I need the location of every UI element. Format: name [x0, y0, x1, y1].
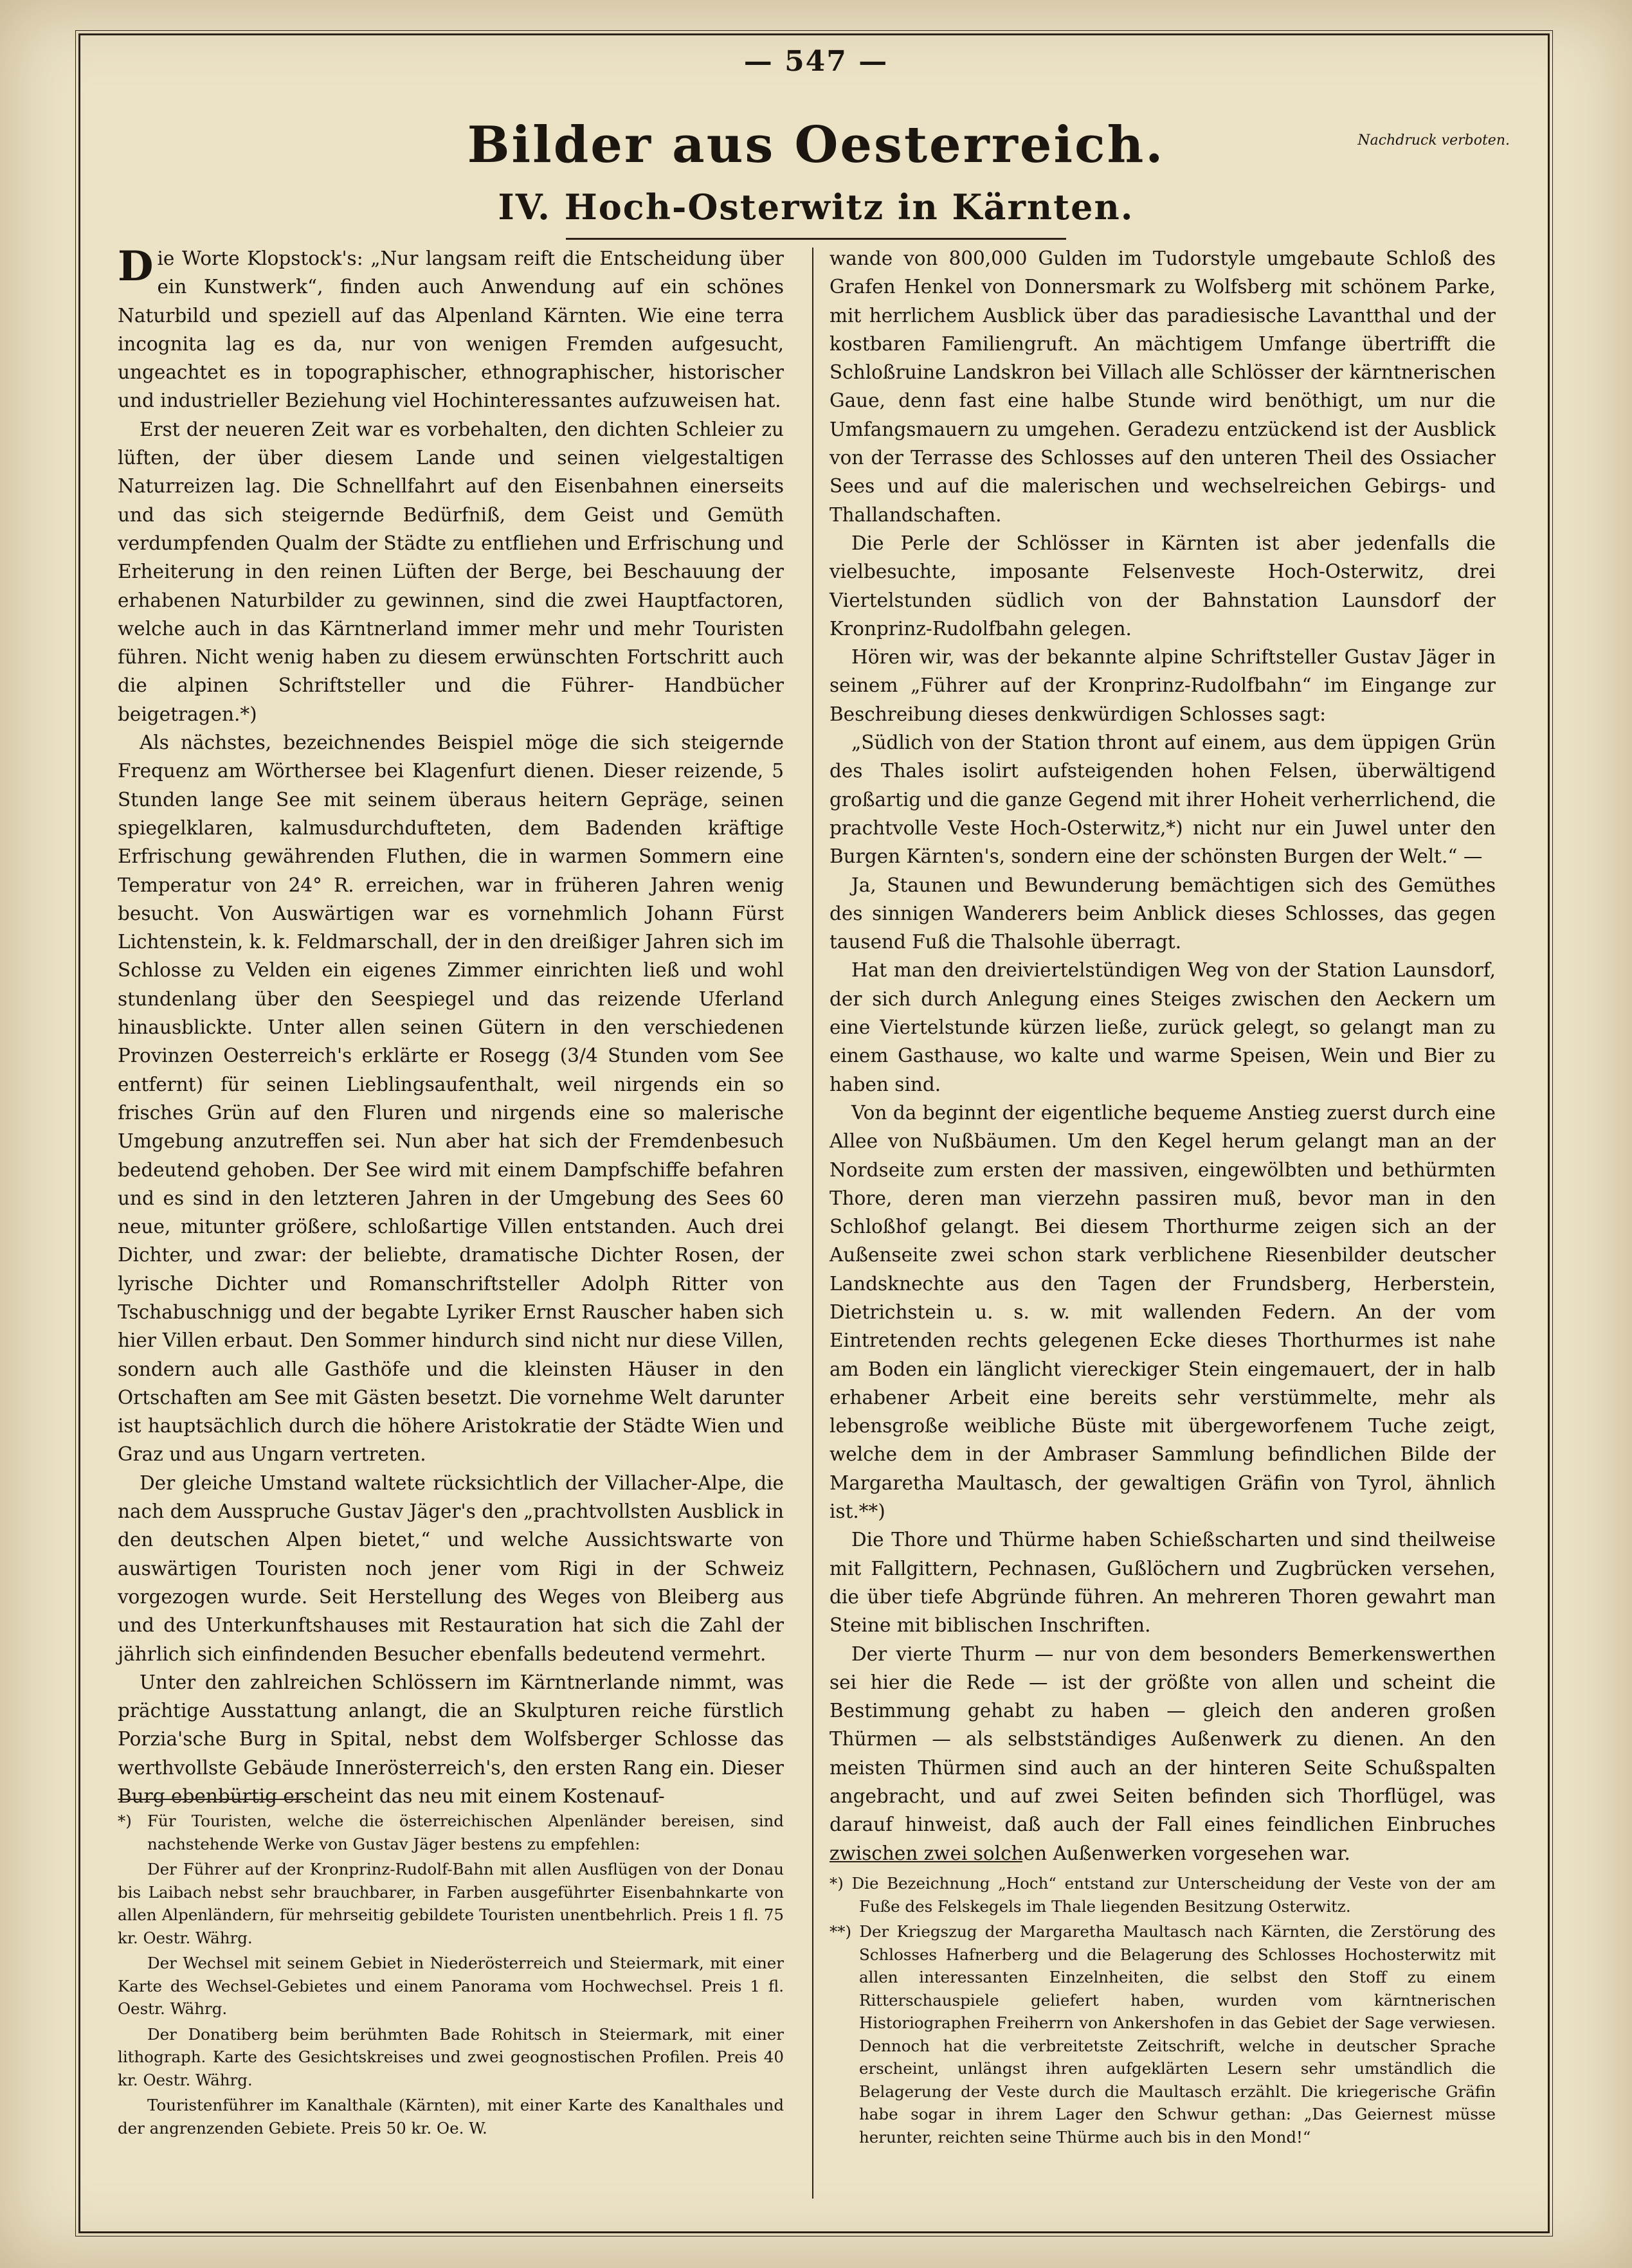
paragraph: wande von 800,000 Gulden im Tudorstyle umgebaute Schloß des Grafen Henkel von Donnersmark zu Wolfsberg mit schönem Parke, mit herrlichem Ausblick über das paradiesische Lavantthal und der kostbaren Familiengruft. An mächtigem Umfange übertrifft die Schloßruine Landskron bei Villach alle Schlösser der kärntnerischen Gaue, denn fast eine halbe Stunde wird benöthigt, um nur die Umfangsmauern zu umgehen. Geradezu entzückend ist der Ausblick von der Terrasse des Schlosses auf den unteren Theil des Ossiacher Sees und auf die malerischen und wechselreichen Gebirgs- und Thallandschaften. [830, 248, 1496, 526]
paragraph: Die Thore und Thürme haben Schießscharten und sind theilweise mit Fallgittern, Pechnasen, Gußlöchern und Zugbrücken versehen, die über tiefe Abgründe führen. An mehreren Thoren gewahrt man Steine mit biblischen Inschriften. [830, 1529, 1496, 1637]
footnote-entry: Der Donatiberg beim berühmten Bade Rohitsch in Steiermark, mit einer lithograph. Karte des Gesichtskreises und zwei geognostischen Profilen. Preis 40 kr. Oestr. Währg. [118, 2024, 784, 2089]
footnote: *) Für Touristen, welche die österreichischen Alpenländer bereisen, sind nachstehende Werke von Gustav Jäger bestens zu empfehlen: [118, 1812, 784, 1853]
paragraph: Hat man den dreiviertelstündigen Weg von der Station Launsdorf, der sich durch Anlegung eines Steiges zwischen den Aeckern um eine Viertelstunde kürzen ließe, zurück gelegt, so gelangt man zu einem Gasthause, wo kalte und warme Speisen, Wein und Bier zu haben sind. [830, 959, 1496, 1095]
paragraph: Hören wir, was der bekannte alpine Schriftsteller Gustav Jäger in seinem „Führer auf der Kronprinz-Rudolfbahn“ im Eingange zur Beschreibung dieses denkwürdigen Schlosses sagt: [830, 646, 1496, 725]
paragraph: Als nächstes, bezeichnendes Beispiel möge die sich steigernde Frequenz am Wörthersee bei Klagenfurt dienen. Dieser reizende, 5 Stunden lange See mit seinem überaus heitern Gepräge, seinen spiegelklaren, kalmusdurchdufteten, dem Badenden kräftige Erfrischung gewährenden Fluthen, die in warmen Sommern eine Temperatur von 24° R. erreichen, war in früheren Jahren wenig besucht. Von Auswärtigen war es vornehmlich Johann Fürst Lichtenstein, k. k. Feldmarschall, der in den dreißiger Jahren sich im Schlosse zu Velden ein eigenes Zimmer einrichten ließ und wohl stundenlang über den Seespiegel und das reizende Uferland hinausblickte. Unter allen seinen Gütern in den verschiedenen Provinzen Oesterreich's erklärte er Rosegg (3/4 Stunden vom See entfernt) für seinen Lieblingsaufenthalt, weil nirgends ein so frisches Grün auf den Fluren und nirgends eine so malerische Umgebung anzutreffen sei. Nun aber hat sich der Fremdenbesuch bedeutend gehoben. Der See wird mit einem Dampfschiffe befahren und es sind in den letzteren Jahren in der Umgebung des Sees 60 neue, mitunter größere, schloßartige Villen entstanden. Auch drei Dichter, und zwar: der beliebte, dramatische Dichter Rosen, der lyrische Dichter und Romanschriftsteller Adolph Ritter von Tschabuschnigg und der begabte Lyriker Ernst Rauscher haben sich hier Villen erbaut. Den Sommer hindurch sind nicht nur diese Villen, sondern auch alle Gasthöfe und die kleinsten Häuser in den Ortschaften am See mit Gästen besetzt. Die vornehme Welt darunter ist hauptsächlich durch die höhere Aristokratie der Städte Wien und Graz und aus Ungarn vertreten. [118, 732, 784, 1466]
footnote: **) Der Kriegszug der Margaretha Maultasch nach Kärnten, die Zerstörung des Schlosses Hafnerberg und die Belagerung des Schlosses Hochosterwitz mit allen interessanten Einzelnheiten, die selbst den Stoff zu einem Ritterschauspiele geliefert haben, wurden vom kärntnerischen Historiographen Freiherrn von Ankershofen in das Gebiet der Sage verwiesen. Dennoch hat die verbreitetste Zeitschrift, welche in deutscher Sprache erscheint, unlängst ihren aufgeklärten Lesern sehr umständlich die Belagerung der Veste durch die Maultasch erzählt. Die kriegerische Gräfin habe sogar in ihrem Lager den Schwur gethan: „Das Geiernest müsse herunter, reichten seine Thürme auch bis in den Mond!“ [830, 1922, 1496, 2146]
right-column [830, 244, 1496, 1868]
paragraph: Von da beginnt der eigentliche bequeme Anstieg zuerst durch eine Allee von Nußbäumen. Um den Kegel herum gelangt man an der Nordseite zum ersten der massiven, eingewölbten und bethürmten Thore, deren man vierzehn passiren muß, bevor man in den Schloßhof gelangt. Bei diesem Thorthurme zeigen sich an der Außenseite zwei schon stark verblichene Riesenbilder deutscher Landsknechte aus den Tagen der Frundsberg, Herberstein, Dietrichstein u. s. w. mit wallenden Federn. An der vom Eintretenden rechts gelegenen Ecke dieses Thorthurmes ist nahe am Boden ein länglicht viereckiger Stein eingemauert, der in halb erhabener Arbeit eine bereits sehr verstümmelte, mehr als lebensgroße weibliche Büste mit übergeworfenem Tuche zeigt, welche dem in der Ambraser Sammlung befindlichen Bilde der Margaretha Maultasch, der gewaltigen Gräfin von Tyrol, ähnlich ist.**) [830, 1101, 1496, 1523]
right-footnotes [830, 1872, 1496, 2151]
page-number: — 547 — [743, 45, 889, 78]
paragraph: Der gleiche Umstand waltete rücksichtlich der Villacher-Alpe, die nach dem Ausspruche Gustav Jäger's den „prachtvollsten Ausblick in den deutschen Alpen bietet,“ und welche Aussichtswarte von auswärtigen Touristen noch jener vom Rigi in der Schweiz vorgezogen wurde. Seit Herstellung des Weges von Bleiberg aus und des Unterkunftshauses mit Restauration hat sich die Zahl der jährlich sich einfindenden Besucher ebenfalls bedeutend vermehrt. [118, 1472, 784, 1665]
title-rule [566, 238, 1066, 240]
footnote-rule [118, 1799, 311, 1800]
column-divider [812, 248, 813, 2199]
paragraph-text: ie Worte Klopstock's: „Nur langsam reift die Entscheidung über ein Kunstwerk“, finden auch Anwendung auf ein schönes Naturbild und speziell auf das Alpenland Kärnten. Wie eine terra incognita lag es da, nur von wenigen Fremden aufgesucht, ungeachtet es in topographischer, ethnographischer, historischer und industrieller Beziehung viel Hochinteressantes aufzuweisen hat. [118, 248, 784, 412]
quotation: „Südlich von der Station thront auf einem, aus dem üppigen Grün des Thales isolirt aufsteigenden hohen Felsen, überwältigend großartig und die ganze Gegend mit ihrer Hoheit verherrlichend, die prachtvolle Veste Hoch-Osterwitz,*) nicht nur ein Juwel unter den Burgen Kärnten's, sondern eine der schönsten Burgen der Welt.“ — [830, 732, 1496, 868]
left-footnotes [118, 1810, 784, 2142]
paragraph: Unter den zahlreichen Schlössern im Kärntnerlande nimmt, was prächtige Ausstattung anlangt, die an Skulpturen reiche fürstlich Porzia'sche Burg in Spital, nebst dem Wolfsberger Schlosse das werthvollste Gebäude Innerösterreich's, den ersten Rang ein. Dieser Burg ebenbürtig erscheint das neu mit einem Kostenauf- [118, 1671, 784, 1808]
paragraph: Die Perle der Schlösser in Kärnten ist aber jedenfalls die vielbesuchte, imposante Felsenveste Hoch-Osterwitz, drei Viertelstunden südlich von der Bahnstation Launsdorf der Kronprinz-Rudolfbahn gelegen. [830, 532, 1496, 640]
reprint-notice: Nachdruck verboten. [1357, 132, 1510, 148]
footnote-entry: Der Wechsel mit seinem Gebiet in Niederösterreich und Steiermark, mit einer Karte des Wechsel-Gebietes und einem Panorama vom Hochwechsel. Preis 1 fl. Oestr. Währg. [118, 1954, 784, 2018]
footnote: *) Die Bezeichnung „Hoch“ entstand zur Unterscheidung der Veste von der am Fuße des Felskegels im Thale liegenden Besitzung Osterwitz. [830, 1874, 1496, 1916]
paragraph: Erst der neueren Zeit war es vorbehalten, den dichten Schleier zu lüften, der über diesem Lande und seinen vielgestaltigen Naturreizen lag. Die Schnellfahrt auf den Eisenbahnen einerseits und das sich steigernde Bedürfniß, dem Geist und Gemüth verdumpfenden Qualm der Städte zu entfliehen und Erfrischung und Erheiterung in den reinen Lüften der Berge, bei Beschauung der erhabenen Naturbilder zu gewinnen, sind die zwei Hauptfactoren, welche auch in das Kärntnerland immer mehr und mehr Touristen führen. Nicht wenig haben zu diesem erwünschten Fortschritt auch die alpinen Schriftsteller und die Führer- Handbücher beigetragen.*) [118, 418, 784, 725]
drop-cap: D [118, 242, 154, 291]
article-title: IV. Hoch-Osterwitz in Kärnten. [498, 186, 1134, 228]
article-series-title: Bilder aus Oesterreich. [467, 116, 1165, 174]
footnote-entry: Der Führer auf der Kronprinz-Rudolf-Bahn mit allen Ausflügen von der Donau bis Laibach nebst sehr brauchbarer, in Farben ausgeführter Eisenbahnkarte von allen Alpenländern, für mehrseitig gebildete Touristen unentbehrlich. Preis 1 fl. 75 kr. Oestr. Währg. [118, 1860, 784, 1947]
paragraph: Der vierte Thurm — nur von dem besonders Bemerkenswerthen sei hier die Rede — ist der größte von allen und scheint die Bestimmung gehabt zu haben — gleich den anderen großen Thürmen — als selbstständiges Außenwerk zu dienen. An den meisten Thürmen sind auch an der hinteren Seite Schußspalten angebracht, und auf zwei Seiten befinden sich Thorflügel, was darauf hinweist, daß auch der Fall eines feindlichen Einbruches zwischen zwei solchen Außenwerken vorgesehen war. [830, 1643, 1496, 1864]
footnote-rule [830, 1861, 1022, 1862]
footnote-entry: Touristenführer im Kanalthale (Kärnten), mit einer Karte des Kanalthales und der angrenzenden Gebiete. Preis 50 kr. Oe. W. [118, 2096, 784, 2138]
paragraph [118, 244, 784, 415]
left-column [118, 244, 784, 1810]
paragraph: Ja, Staunen und Bewunderung bemächtigen sich des Gemüthes des sinnigen Wanderers beim Anblick dieses Schlosses, das gegen tausend Fuß die Thalsohle überragt. [830, 874, 1496, 953]
